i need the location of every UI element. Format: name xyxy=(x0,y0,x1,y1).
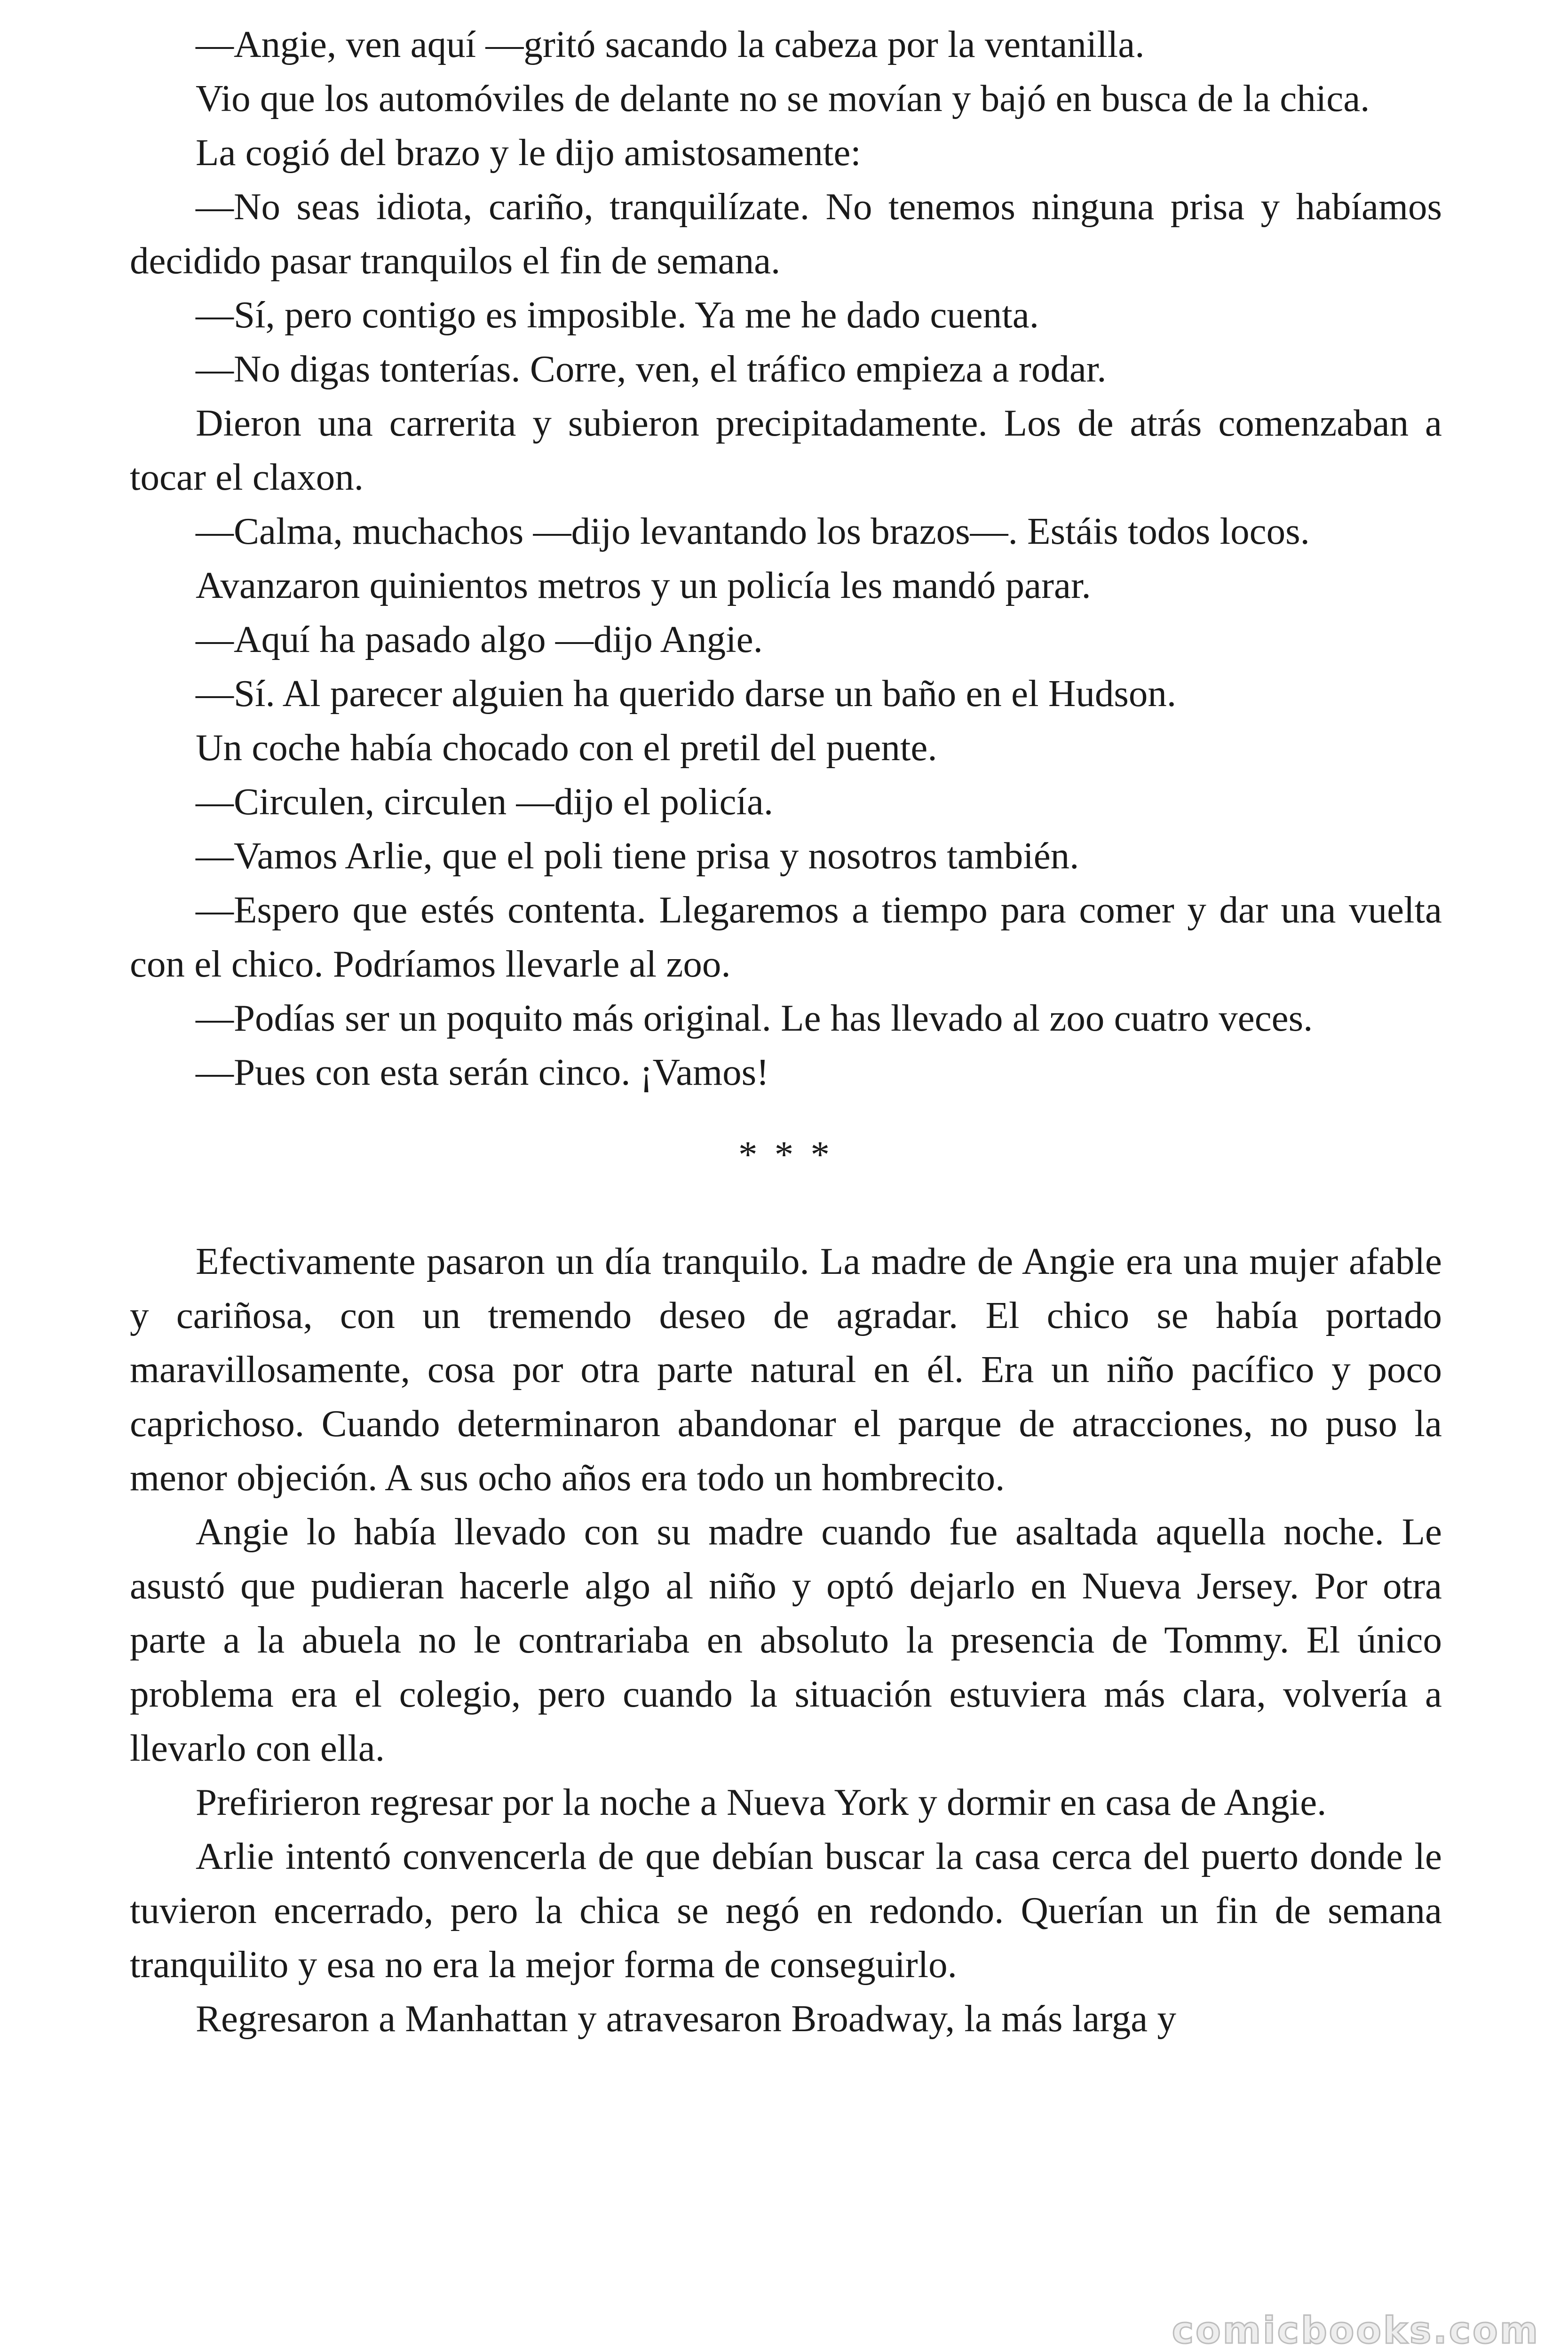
paragraph: —Vamos Arlie, que el poli tiene prisa y nosotros también. xyxy=(196,834,1079,877)
paragraph: —Espero que estés contenta. Llegaremos a tiempo para comer y dar una vuelta con el chico. Podríamos llevarle al zoo. xyxy=(130,889,1442,985)
paragraph: Angie lo había llevado con su madre cuando fue asaltada aquella noche. Le asustó que pudieran hacerle algo al niño y optó dejarlo en Nueva Jersey. Por otra parte a la abuela no le contrariaba en absoluto la presencia de Tommy. El único problema era el colegio, pero cuando la situación estuviera más clara, volvería a llevarlo con ella. xyxy=(130,1510,1442,1769)
paragraph: —Angie, ven aquí —gritó sacando la cabeza por la ventanilla. xyxy=(196,23,1145,65)
paragraph: Prefirieron regresar por la noche a Nueva York y dormir en casa de Angie. xyxy=(196,1781,1327,1823)
paragraph: —Sí, pero contigo es imposible. Ya me he dado cuenta. xyxy=(196,294,1039,336)
paragraph: —No seas idiota, cariño, tranquilízate. No tenemos ninguna prisa y habíamos decidido pasar tranquilos el fin de semana. xyxy=(130,185,1442,282)
text-block-after-separator xyxy=(130,1234,1442,2046)
scene-separator: * * * xyxy=(738,1133,833,1176)
paragraph: Efectivamente pasaron un día tranquilo. La madre de Angie era una mujer afable y cariñosa, con un tremendo deseo de agradar. El chico se había portado maravillosamente, cosa por otra parte natural en él. Era un niño pacífico y poco caprichoso. Cuando determinaron abandonar el parque de atracciones, no puso la menor objeción. A sus ocho años era todo un hombrecito. xyxy=(130,1240,1442,1499)
paragraph: Un coche había chocado con el pretil del puente. xyxy=(196,726,937,769)
paragraph: —Sí. Al parecer alguien ha querido darse un baño en el Hudson. xyxy=(196,672,1177,715)
paragraph: —No digas tonterías. Corre, ven, el tráfico empieza a rodar. xyxy=(196,348,1107,390)
text-block-before-separator xyxy=(130,17,1442,1099)
book-page xyxy=(130,17,1442,2046)
paragraph: Regresaron a Manhattan y atravesaron Broadway, la más larga y xyxy=(196,1997,1176,2040)
paragraph: —Pues con esta serán cinco. ¡Vamos! xyxy=(196,1051,769,1093)
paragraph: La cogió del brazo y le dijo amistosamente: xyxy=(196,131,861,174)
paragraph: —Calma, muchachos —dijo levantando los brazos—. Estáis todos locos. xyxy=(196,510,1310,552)
paragraph: Arlie intentó convencerla de que debían buscar la casa cerca del puerto donde le tuvieron encerrado, pero la chica se negó en redondo. Querían un fin de semana tranquilito y esa no era la mejor forma de conseguirlo. xyxy=(130,1835,1442,1986)
paragraph: Dieron una carrerita y subieron precipitadamente. Los de atrás comenzaban a tocar el claxon. xyxy=(130,402,1442,498)
watermark-logo: comicbooks.com xyxy=(1172,2310,1540,2352)
paragraph: —Podías ser un poquito más original. Le has llevado al zoo cuatro veces. xyxy=(196,997,1313,1039)
paragraph: Avanzaron quinientos metros y un policía les mandó parar. xyxy=(196,564,1091,606)
paragraph: —Circulen, circulen —dijo el policía. xyxy=(196,780,774,823)
paragraph: —Aquí ha pasado algo —dijo Angie. xyxy=(196,618,763,660)
paragraph: Vio que los automóviles de delante no se movían y bajó en busca de la chica. xyxy=(196,77,1370,119)
